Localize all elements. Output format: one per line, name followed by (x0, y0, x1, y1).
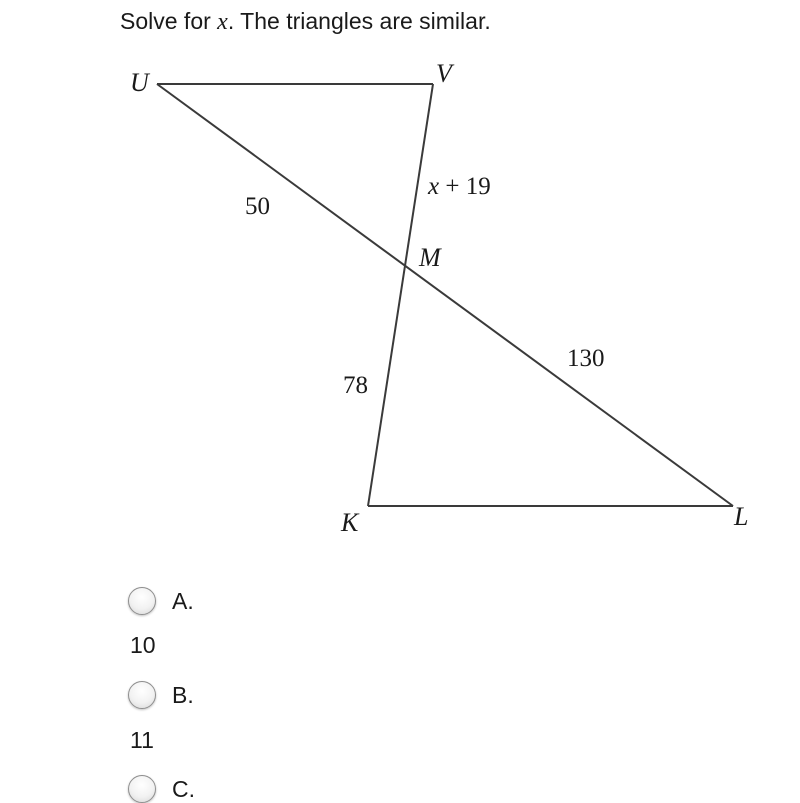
segment-label-vm (427, 173, 491, 200)
question-variable: x (217, 9, 228, 35)
option-c-letter: C. (172, 775, 195, 802)
segment-ul (157, 84, 733, 506)
vertex-label-v: V (436, 59, 452, 88)
vertex-label-k: K (341, 508, 359, 537)
vertex-label-u: U (130, 68, 149, 97)
segment-label-ml: 130 (567, 345, 605, 372)
radio-option-a[interactable] (128, 587, 156, 615)
segment-label-um: 50 (245, 193, 270, 220)
option-b-value: 11 (130, 727, 154, 753)
radio-option-b[interactable] (128, 681, 156, 709)
option-a-value: 10 (130, 632, 156, 658)
option-a-letter: A. (172, 587, 194, 614)
segment-vk (368, 84, 433, 506)
segment-label-km: 78 (343, 372, 368, 399)
option-a[interactable] (128, 587, 194, 615)
question-prefix: Solve for (120, 8, 218, 34)
option-b-letter: B. (172, 681, 194, 708)
radio-option-c[interactable] (128, 775, 156, 803)
option-b[interactable] (128, 681, 194, 709)
segment-label-vm-variable: x (428, 173, 440, 200)
vertex-label-l: L (734, 502, 749, 531)
question-suffix: . The triangles are similar. (227, 8, 491, 34)
segment-label-vm-constant: + 19 (439, 173, 491, 200)
vertex-label-m: M (419, 243, 441, 272)
option-c[interactable] (128, 775, 195, 803)
